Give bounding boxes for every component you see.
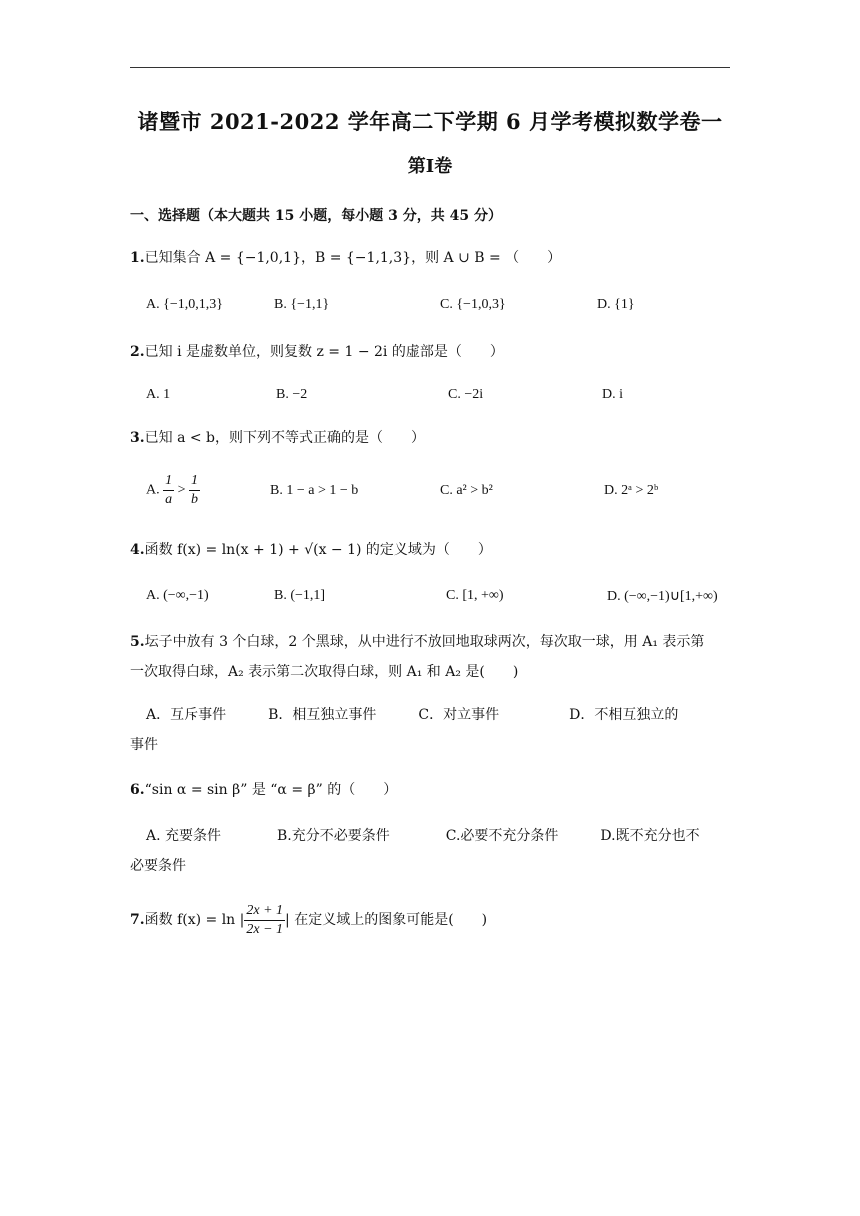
option-a: A. 1 (146, 387, 171, 402)
page-title: 诸暨市 2021-2022 学年高二下学期 6 月学考模拟数学卷一 (137, 109, 723, 134)
question-number: 3. (130, 430, 145, 446)
question-text: “sin α = sin β” 是 “α = β” 的（ ） (144, 782, 398, 798)
option-c: C. [1, +∞) (446, 588, 504, 603)
question-text: 已知 a < b，则下列不等式正确的是（ ） (144, 430, 426, 446)
question-text: 已知 i 是虚数单位，则复数 z = 1 − 2i 的虚部是（ ） (144, 344, 504, 360)
option-a: A. (−∞,−1) (146, 588, 209, 603)
operator: > (177, 482, 186, 498)
question-1 (130, 243, 730, 273)
question-number: 2. (130, 344, 145, 360)
option-c: C. a² > b² (440, 483, 493, 498)
question-5 (130, 627, 730, 687)
options-line-2: 事件 (130, 737, 158, 753)
option-b: B. 1 − a > 1 − b (270, 483, 359, 498)
question-text: 已知集合 A = {−1,0,1}，B = {−1,1,3}，则 A ∪ B = （ ） (144, 250, 562, 266)
denominator: b (191, 492, 199, 507)
option-b: B. (−1,1] (274, 588, 326, 603)
fraction (244, 902, 285, 939)
option-b: B. −2 (276, 387, 308, 402)
question-text-post: | 在定义域上的图象可能是( ) (285, 912, 488, 928)
option-b: B. {−1,1} (274, 297, 330, 312)
numerator: 2x + 1 (244, 902, 285, 921)
options-line-1: A．互斥事件 B．相互独立事件 C．对立事件 D．不相互独立的 (146, 707, 679, 723)
fraction (189, 472, 200, 509)
options-block-6 (130, 821, 730, 881)
options-line-1: A. 充要条件 B.充分不必要条件 C.必要不充分条件 D.既不充分也不 (146, 828, 700, 844)
section-heading: 一、选择题（本大题共 15 小题，每小题 3 分，共 45 分） (130, 208, 502, 224)
question-number: 6. (130, 782, 145, 798)
question-2 (130, 337, 730, 367)
option-d: D. 2ᵃ > 2ᵇ (604, 483, 659, 498)
option-a: A. {−1,0,1,3} (146, 297, 223, 312)
question-text-line-2: 一次取得白球，A₂ 表示第二次取得白球，则 A₁ 和 A₂ 是( ) (130, 664, 519, 680)
question-6 (130, 775, 730, 805)
question-text: 函数 f(x) = ln(x + 1) + √(x − 1) 的定义域为（ ） (144, 542, 492, 558)
option-c: C. {−1,0,3} (440, 297, 506, 312)
question-text-pre: 函数 f(x) = ln | (144, 912, 245, 928)
header-rule (130, 67, 730, 68)
question-text-line-1: 坛子中放有 3 个白球，2 个黑球，从中进行不放回地取球两次，每次取一球，用 A₁ 表示第 (144, 634, 705, 650)
numerator: 1 (189, 472, 200, 491)
denominator: a (165, 492, 173, 507)
page-subtitle: 第Ⅰ卷 (407, 156, 453, 177)
options-line-2: 必要条件 (130, 858, 186, 874)
question-number: 5. (130, 634, 145, 650)
option-d: D. {1} (597, 297, 635, 312)
options-block-5 (130, 700, 730, 760)
option-d: D. (−∞,−1)∪[1,+∞) (607, 589, 718, 604)
question-number: 7. (130, 912, 145, 928)
option-c: C. −2i (448, 387, 484, 402)
option-a-label: A. (146, 482, 160, 498)
question-number: 4. (130, 542, 145, 558)
option-a (146, 472, 200, 509)
question-7 (130, 900, 730, 940)
question-number: 1. (130, 250, 145, 266)
denominator: 2x − 1 (246, 921, 284, 937)
question-4 (130, 535, 730, 565)
fraction (163, 472, 174, 509)
question-3 (130, 423, 730, 453)
numerator: 1 (163, 472, 174, 491)
option-d: D. i (602, 387, 623, 402)
